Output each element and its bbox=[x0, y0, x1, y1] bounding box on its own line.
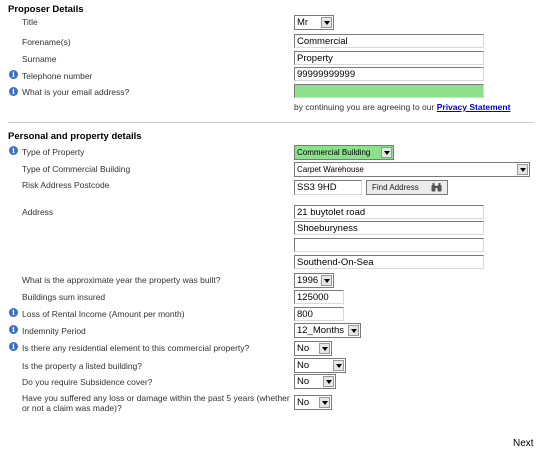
subsidence-select[interactable] bbox=[294, 374, 336, 389]
phone-label: Telephone number bbox=[22, 71, 93, 81]
loss-label-line-1: Have you suffered any loss or damage within the past 5 years (whether bbox=[22, 393, 290, 403]
loss-value: No bbox=[297, 397, 310, 408]
postcode-label: Risk Address Postcode bbox=[22, 180, 110, 190]
chevron-down-icon[interactable] bbox=[321, 275, 332, 286]
chevron-down-icon[interactable] bbox=[319, 343, 330, 354]
rental-label: Loss of Rental Income (Amount per month) bbox=[22, 309, 185, 319]
indemnity-select[interactable] bbox=[294, 323, 361, 338]
forename-input[interactable]: Commercial bbox=[294, 34, 484, 48]
year-built-select[interactable] bbox=[294, 273, 334, 288]
subsidence-label: Do you require Subsidence cover? bbox=[22, 377, 153, 387]
address-line-4[interactable]: Southend-On-Sea bbox=[294, 255, 484, 269]
chevron-down-icon[interactable] bbox=[381, 147, 392, 158]
surname-label: Surname bbox=[22, 54, 57, 64]
property-heading: Personal and property details bbox=[8, 131, 142, 142]
privacy-statement-link[interactable]: Privacy Statement bbox=[436, 102, 511, 112]
commercial-type-select[interactable] bbox=[294, 162, 530, 177]
forename-label: Forename(s) bbox=[22, 37, 71, 47]
email-label: What is your email address? bbox=[22, 87, 130, 97]
proposer-heading: Proposer Details bbox=[8, 4, 84, 15]
rental-input[interactable]: 800 bbox=[294, 307, 344, 321]
info-icon[interactable]: i bbox=[9, 146, 18, 155]
property-type-select[interactable] bbox=[294, 145, 394, 160]
find-address-label: Find Address bbox=[372, 183, 419, 192]
indemnity-label: Indemnity Period bbox=[22, 326, 86, 336]
listed-value: No bbox=[297, 360, 310, 371]
phone-input[interactable]: 99999999999 bbox=[294, 67, 484, 81]
address-line-1[interactable]: 21 buytolet road bbox=[294, 205, 484, 219]
binoculars-icon bbox=[431, 183, 442, 192]
property-type-label: Type of Property bbox=[22, 147, 85, 157]
address-label: Address bbox=[22, 207, 54, 217]
loss-label-line-2: or not a claim was made)? bbox=[22, 403, 122, 413]
info-icon[interactable]: i bbox=[9, 325, 18, 334]
chevron-down-icon[interactable] bbox=[323, 376, 334, 387]
commercial-type-label: Type of Commercial Building bbox=[22, 164, 131, 174]
year-built-value: 1996 bbox=[297, 275, 319, 286]
address-line-3[interactable] bbox=[294, 238, 484, 252]
title-select[interactable] bbox=[294, 15, 334, 30]
email-input[interactable] bbox=[294, 84, 484, 98]
year-built-label: What is the approximate year the property was built? bbox=[22, 275, 221, 285]
chevron-down-icon[interactable] bbox=[321, 17, 332, 28]
property-type-value: Commercial Building bbox=[297, 148, 371, 157]
surname-input[interactable]: Property bbox=[294, 51, 484, 65]
section-divider bbox=[8, 122, 534, 123]
consent-label: by continuing you are agreeing to our bbox=[294, 102, 435, 112]
next-button[interactable]: Next bbox=[513, 438, 534, 449]
sum-insured-input[interactable]: 125000 bbox=[294, 290, 344, 304]
info-icon[interactable]: i bbox=[9, 87, 18, 96]
residential-select[interactable] bbox=[294, 341, 332, 356]
info-icon[interactable]: i bbox=[9, 342, 18, 351]
consent-text bbox=[294, 102, 510, 112]
residential-value: No bbox=[297, 343, 310, 354]
loss-select[interactable] bbox=[294, 395, 332, 410]
chevron-down-icon[interactable] bbox=[517, 164, 528, 175]
find-address-button[interactable] bbox=[366, 180, 448, 195]
chevron-down-icon[interactable] bbox=[319, 397, 330, 408]
title-label: Title bbox=[22, 17, 38, 27]
listed-label: Is the property a listed building? bbox=[22, 361, 143, 371]
info-icon[interactable]: i bbox=[9, 70, 18, 79]
chevron-down-icon[interactable] bbox=[348, 325, 359, 336]
commercial-type-value: Carpet Warehouse bbox=[297, 165, 364, 174]
indemnity-value: 12_Months bbox=[297, 325, 345, 336]
subsidence-value: No bbox=[297, 376, 310, 387]
chevron-down-icon[interactable] bbox=[333, 360, 344, 371]
address-line-2[interactable]: Shoeburyness bbox=[294, 221, 484, 235]
listed-select[interactable] bbox=[294, 358, 346, 373]
postcode-input[interactable]: SS3 9HD bbox=[294, 180, 362, 195]
info-icon[interactable]: i bbox=[9, 308, 18, 317]
sum-insured-label: Buildings sum insured bbox=[22, 292, 106, 302]
title-select-value: Mr bbox=[297, 17, 309, 28]
residential-label: Is there any residential element to this commercial property? bbox=[22, 343, 250, 353]
